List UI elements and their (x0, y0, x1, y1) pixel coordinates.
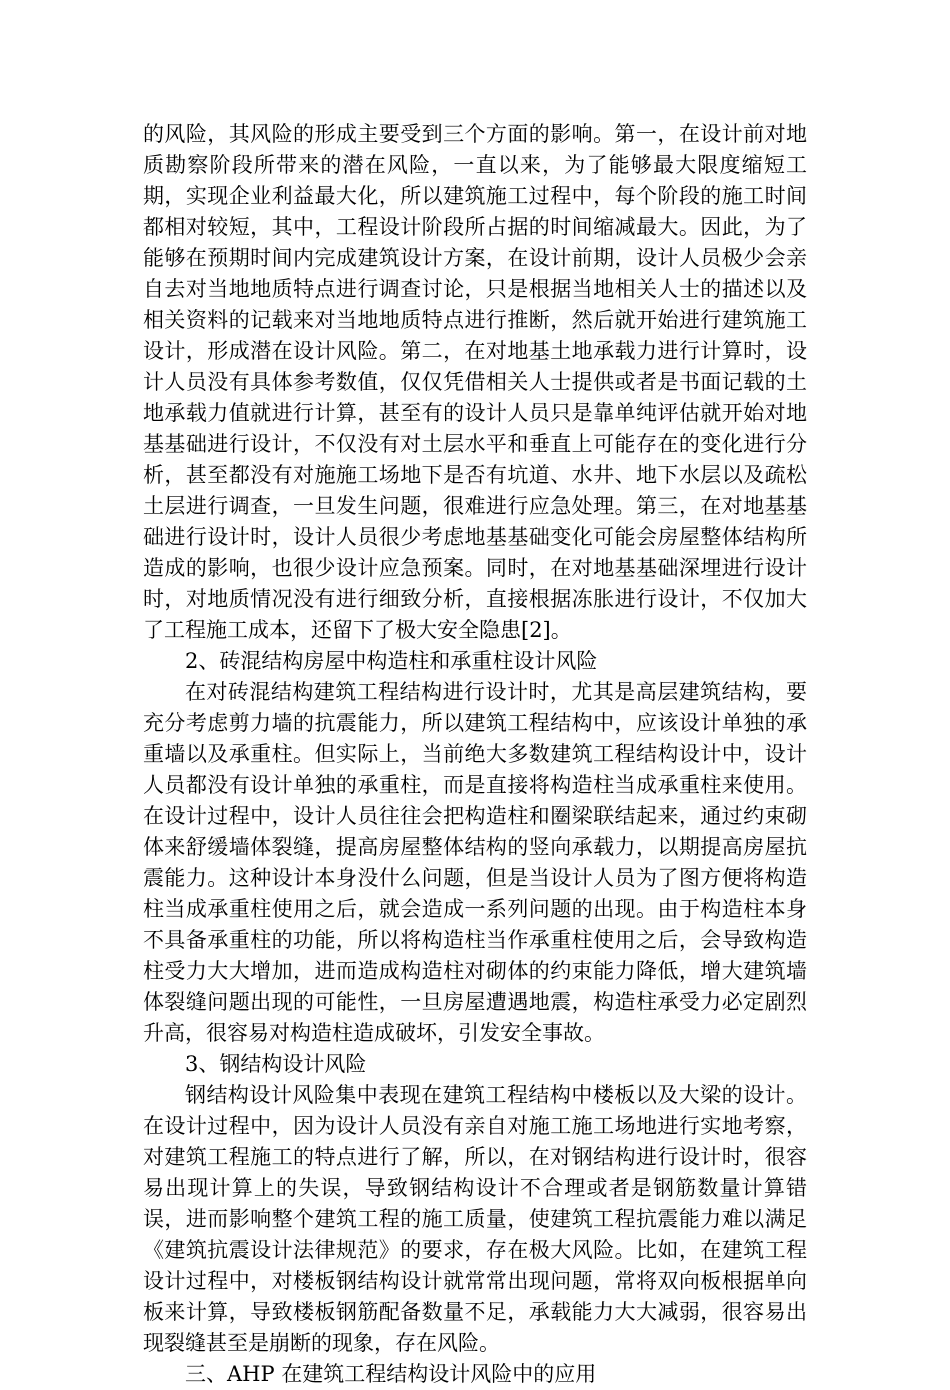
section-heading-brick-concrete: 2、砖混结构房屋中构造柱和承重柱设计风险 (185, 649, 598, 673)
body-text (143, 119, 807, 1390)
section-heading-ahp-application: 三、AHP 在建筑工程结构设计风险中的应用 (185, 1362, 597, 1386)
paragraph-brick-concrete-risk: 在对砖混结构建筑工程结构进行设计时，尤其是高层建筑结构，要充分考虑剪力墙的抗震能力，所以建筑工程结构中，应该设计单独的承重墙以及承重柱。但实际上，当前绝大多数建筑工程结构设计中，设计人员都没有设计单独的承重柱，而是直接将构造柱当成承重柱来使用。在设计过程中，设计人员往往会把构造柱和圈梁联结起来，通过约束砌体来舒缓墙体裂缝，提高房屋整体结构的竖向承载力，以期提高房屋抗震能力。这种设计本身没什么问题，但是当设计人员为了图方便将构造柱当成承重柱使用之后，就会造成一系列问题的出现。由于构造柱本身不具备承重柱的功能，所以将构造柱当作承重柱使用之后，会导致构造柱受力大大增加，进而造成构造柱对砌体的约束能力降低，增大建筑墙体裂缝问题出现的可能性，一旦房屋遭遇地震，构造柱承受力必定剧烈升高，很容易对构造柱造成破坏，引发安全事故。 (143, 680, 807, 1045)
paragraph-steel-structure-risk: 钢结构设计风险集中表现在建筑工程结构中楼板以及大梁的设计。在设计过程中，因为设计人员没有亲自对施工施工场地进行实地考察，对建筑工程施工的特点进行了解，所以，在对钢结构进行设计时，很容易出现计算上的失误，导致钢结构设计不合理或者是钢筋数量计算错误，进而影响整个建筑工程的施工质量，使建筑工程抗震能力难以满足《建筑抗震设计法律规范》的要求，存在极大风险。比如，在建筑工程设计过程中，对楼板钢结构设计就常常出现问题，常将双向板根据单向板来计算，导致楼板钢筋配备数量不足，承载能力大大减弱，很容易出现裂缝甚至是崩断的现象，存在风险。 (143, 1083, 807, 1355)
paragraph-foundation-risk: 的风险，其风险的形成主要受到三个方面的影响。第一，在设计前对地质勘察阶段所带来的潜在风险，一直以来，为了能够最大限度缩短工期，实现企业利益最大化，所以建筑施工过程中，每个阶段的施工时间都相对较短，其中，工程设计阶段所占据的时间缩减最大。因此，为了能够在预期时间内完成建筑设计方案，在设计前期，设计人员极少会亲自去对当地地质特点进行调查讨论，只是根据当地相关人士的描述以及相关资料的记载来对当地地质特点进行推断，然后就开始进行建筑施工设计，形成潜在设计风险。第二，在对地基土地承载力进行计算时，设计人员没有具体参考数值，仅仅凭借相关人士提供或者是书面记载的土地承载力值就进行计算，甚至有的设计人员只是靠单纯评估就开始对地基基础进行设计，不仅没有对土层水平和垂直上可能存在的变化进行分析，甚至都没有对施施工场地下是否有坑道、水井、地下水层以及疏松土层进行调查，一旦发生问题，很难进行应急处理。第三，在对地基基础进行设计时，设计人员很少考虑地基基础变化可能会房屋整体结构所造成的影响，也很少设计应急预案。同时，在对地基基础深埋进行设计时，对地质情况没有进行细致分析，直接根据冻胀进行设计，不仅加大了工程施工成本，还留下了极大安全隐患[2]。 (143, 122, 807, 642)
section-heading-steel-structure: 3、钢结构设计风险 (185, 1052, 367, 1076)
